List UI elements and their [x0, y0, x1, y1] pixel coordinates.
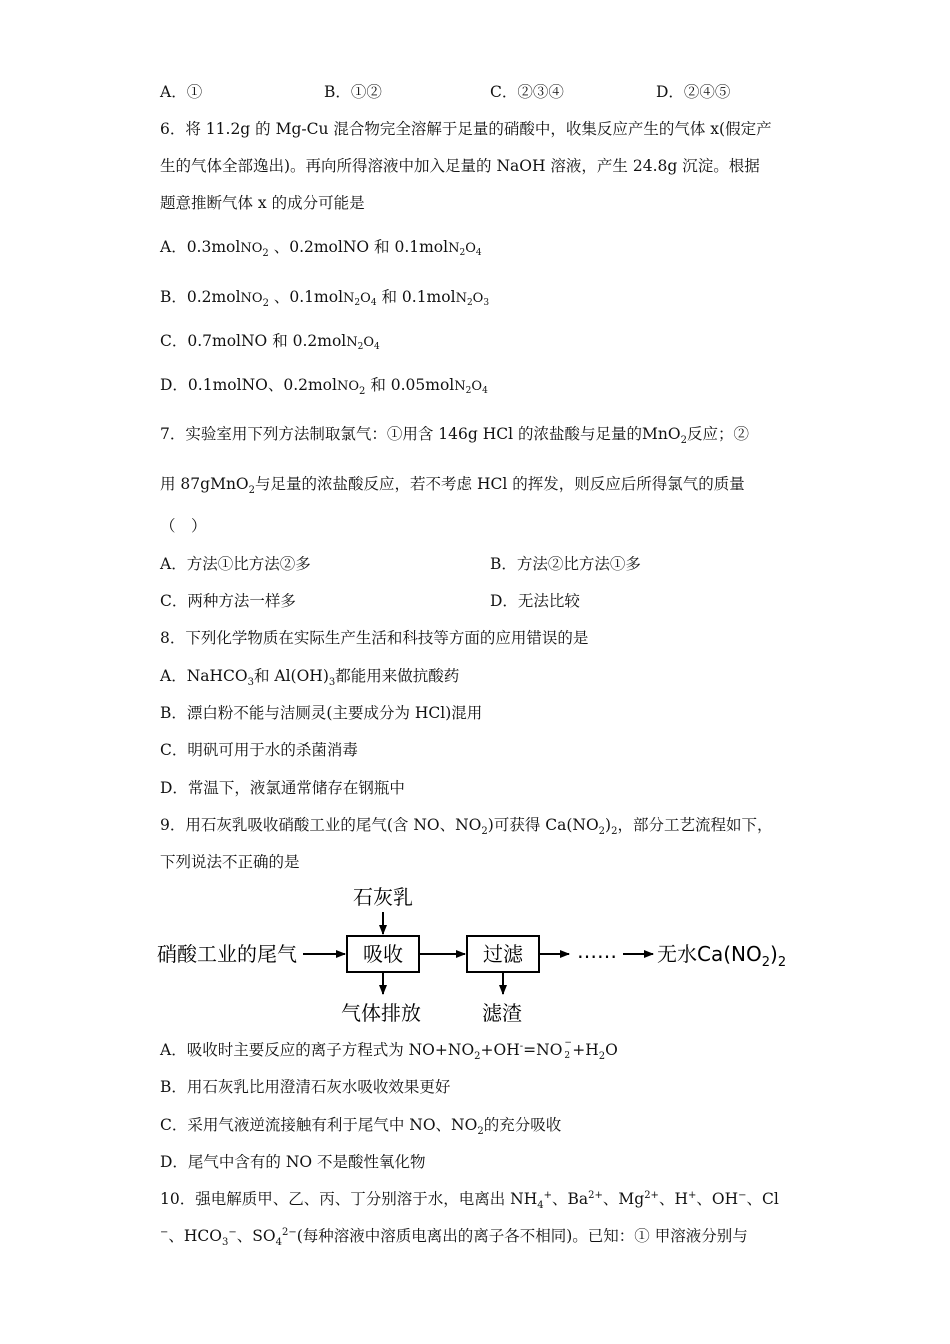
flow-label-filter: 过滤: [483, 942, 523, 966]
q7-stem-line2: 用 87gMnO$_2$与足量的浓盐酸反应，若不考虑 HCl 的挥发，则反应后所得氯气的质量: [160, 475, 745, 497]
q9-stem-line1: 9．用石灰乳吸收硝酸工业的尾气(含 NO、$NO_2$)可获得 $Ca(NO_2)_2$，部分工艺流程如下，: [160, 816, 773, 838]
q10-stem-line1: 10．强电解质甲、乙、丙、丁分别溶于水，电离出 $NH_4^+$、$Ba^{2+}$、$Mg^{2+}$、H+、OH−、Cl: [160, 1189, 779, 1212]
flow-label-residue: 滤渣: [482, 1001, 522, 1025]
q7-option-d: D．无法比较: [490, 592, 580, 610]
q6-option-c: C．0.7molNO 和 0.2molN2O4: [160, 332, 380, 352]
q6-stem-line3: 题意推断气体 x 的成分可能是: [160, 194, 365, 212]
flow-label-source: 硝酸工业的尾气: [157, 942, 297, 966]
q9-option-c: C．采用气液逆流接触有利于尾气中 NO、$NO_2$的充分吸收: [160, 1116, 562, 1138]
q6-stem-line1: 6．将 11.2g 的 Mg-Cu 混合物完全溶解于足量的硝酸中，收集反应产生的气体 x(假定产: [160, 120, 772, 138]
q5-option-d: D．②④⑤: [656, 83, 731, 101]
q7-option-a: A．方法①比方法②多: [160, 555, 311, 573]
q5-option-a: A．①: [160, 83, 203, 101]
q9-option-b: B．用石灰乳比用澄清石灰水吸收效果更好: [160, 1078, 451, 1096]
q8-option-a: A．NaHCO$_3$和 $Al(OH)_3$都能用来做抗酸药: [160, 667, 460, 689]
q7-option-c: C．两种方法一样多: [160, 592, 296, 610]
q8-option-d: D．常温下，液氯通常储存在钢瓶中: [160, 779, 405, 797]
q10-stem-line2: −、$HCO_3^-$、$SO_4^{2-}$(每种溶液中溶质电离出的离子各不相同)。已知：① 甲溶液分别与: [160, 1226, 748, 1249]
flow-label-dots: ……: [577, 939, 617, 963]
q8-option-c: C．明矾可用于水的杀菌消毒: [160, 741, 358, 759]
q7-answer-bracket: （ ）: [160, 517, 207, 535]
q5-option-c: C．②③④: [490, 83, 564, 101]
flow-label-lime-milk: 石灰乳: [353, 885, 413, 909]
q8-option-b: B．漂白粉不能与洁厕灵(主要成分为 HCl)混用: [160, 704, 483, 722]
q6-option-d: D．0.1molNO、0.2molNO$_2$ 和 0.05molN2O4: [160, 376, 488, 398]
q6-stem-line2: 生的气体全部逸出)。再向所得溶液中加入足量的 NaOH 溶液，产生 24.8g 沉淀。根据: [160, 157, 760, 175]
q9-option-d: D．尾气中含有的 NO 不是酸性氧化物: [160, 1153, 426, 1171]
process-flow-diagram: [155, 878, 795, 1028]
flow-label-absorb: 吸收: [363, 942, 403, 966]
q9-stem-line2: 下列说法不正确的是: [160, 853, 300, 871]
flow-label-product: 无水$Ca(NO_2)_2$: [657, 942, 787, 970]
q7-stem-line1: 7．实验室用下列方法制取氯气：①用含 146g HCl 的浓盐酸与足量的MnO$_2$反应；②: [160, 425, 749, 447]
q7-option-b: B．方法②比方法①多: [490, 555, 641, 573]
q5-option-b: B．①②: [324, 83, 382, 101]
q6-option-a: A．0.3molNO$_2$ 、0.2molNO 和 0.1molN2O4: [160, 238, 482, 260]
q9-option-a: A．吸收时主要反应的离子方程式为 $NO+NO_2+OH^-=NO$ − 2 $+H_2O$: [160, 1038, 618, 1063]
q6-option-b: B．0.2molNO$_2$ 、0.1molN2O4 和 0.1molN2O3: [160, 288, 490, 310]
flow-label-gas-out: 气体排放: [341, 1001, 421, 1025]
q8-stem: 8．下列化学物质在实际生产生活和科技等方面的应用错误的是: [160, 629, 589, 647]
